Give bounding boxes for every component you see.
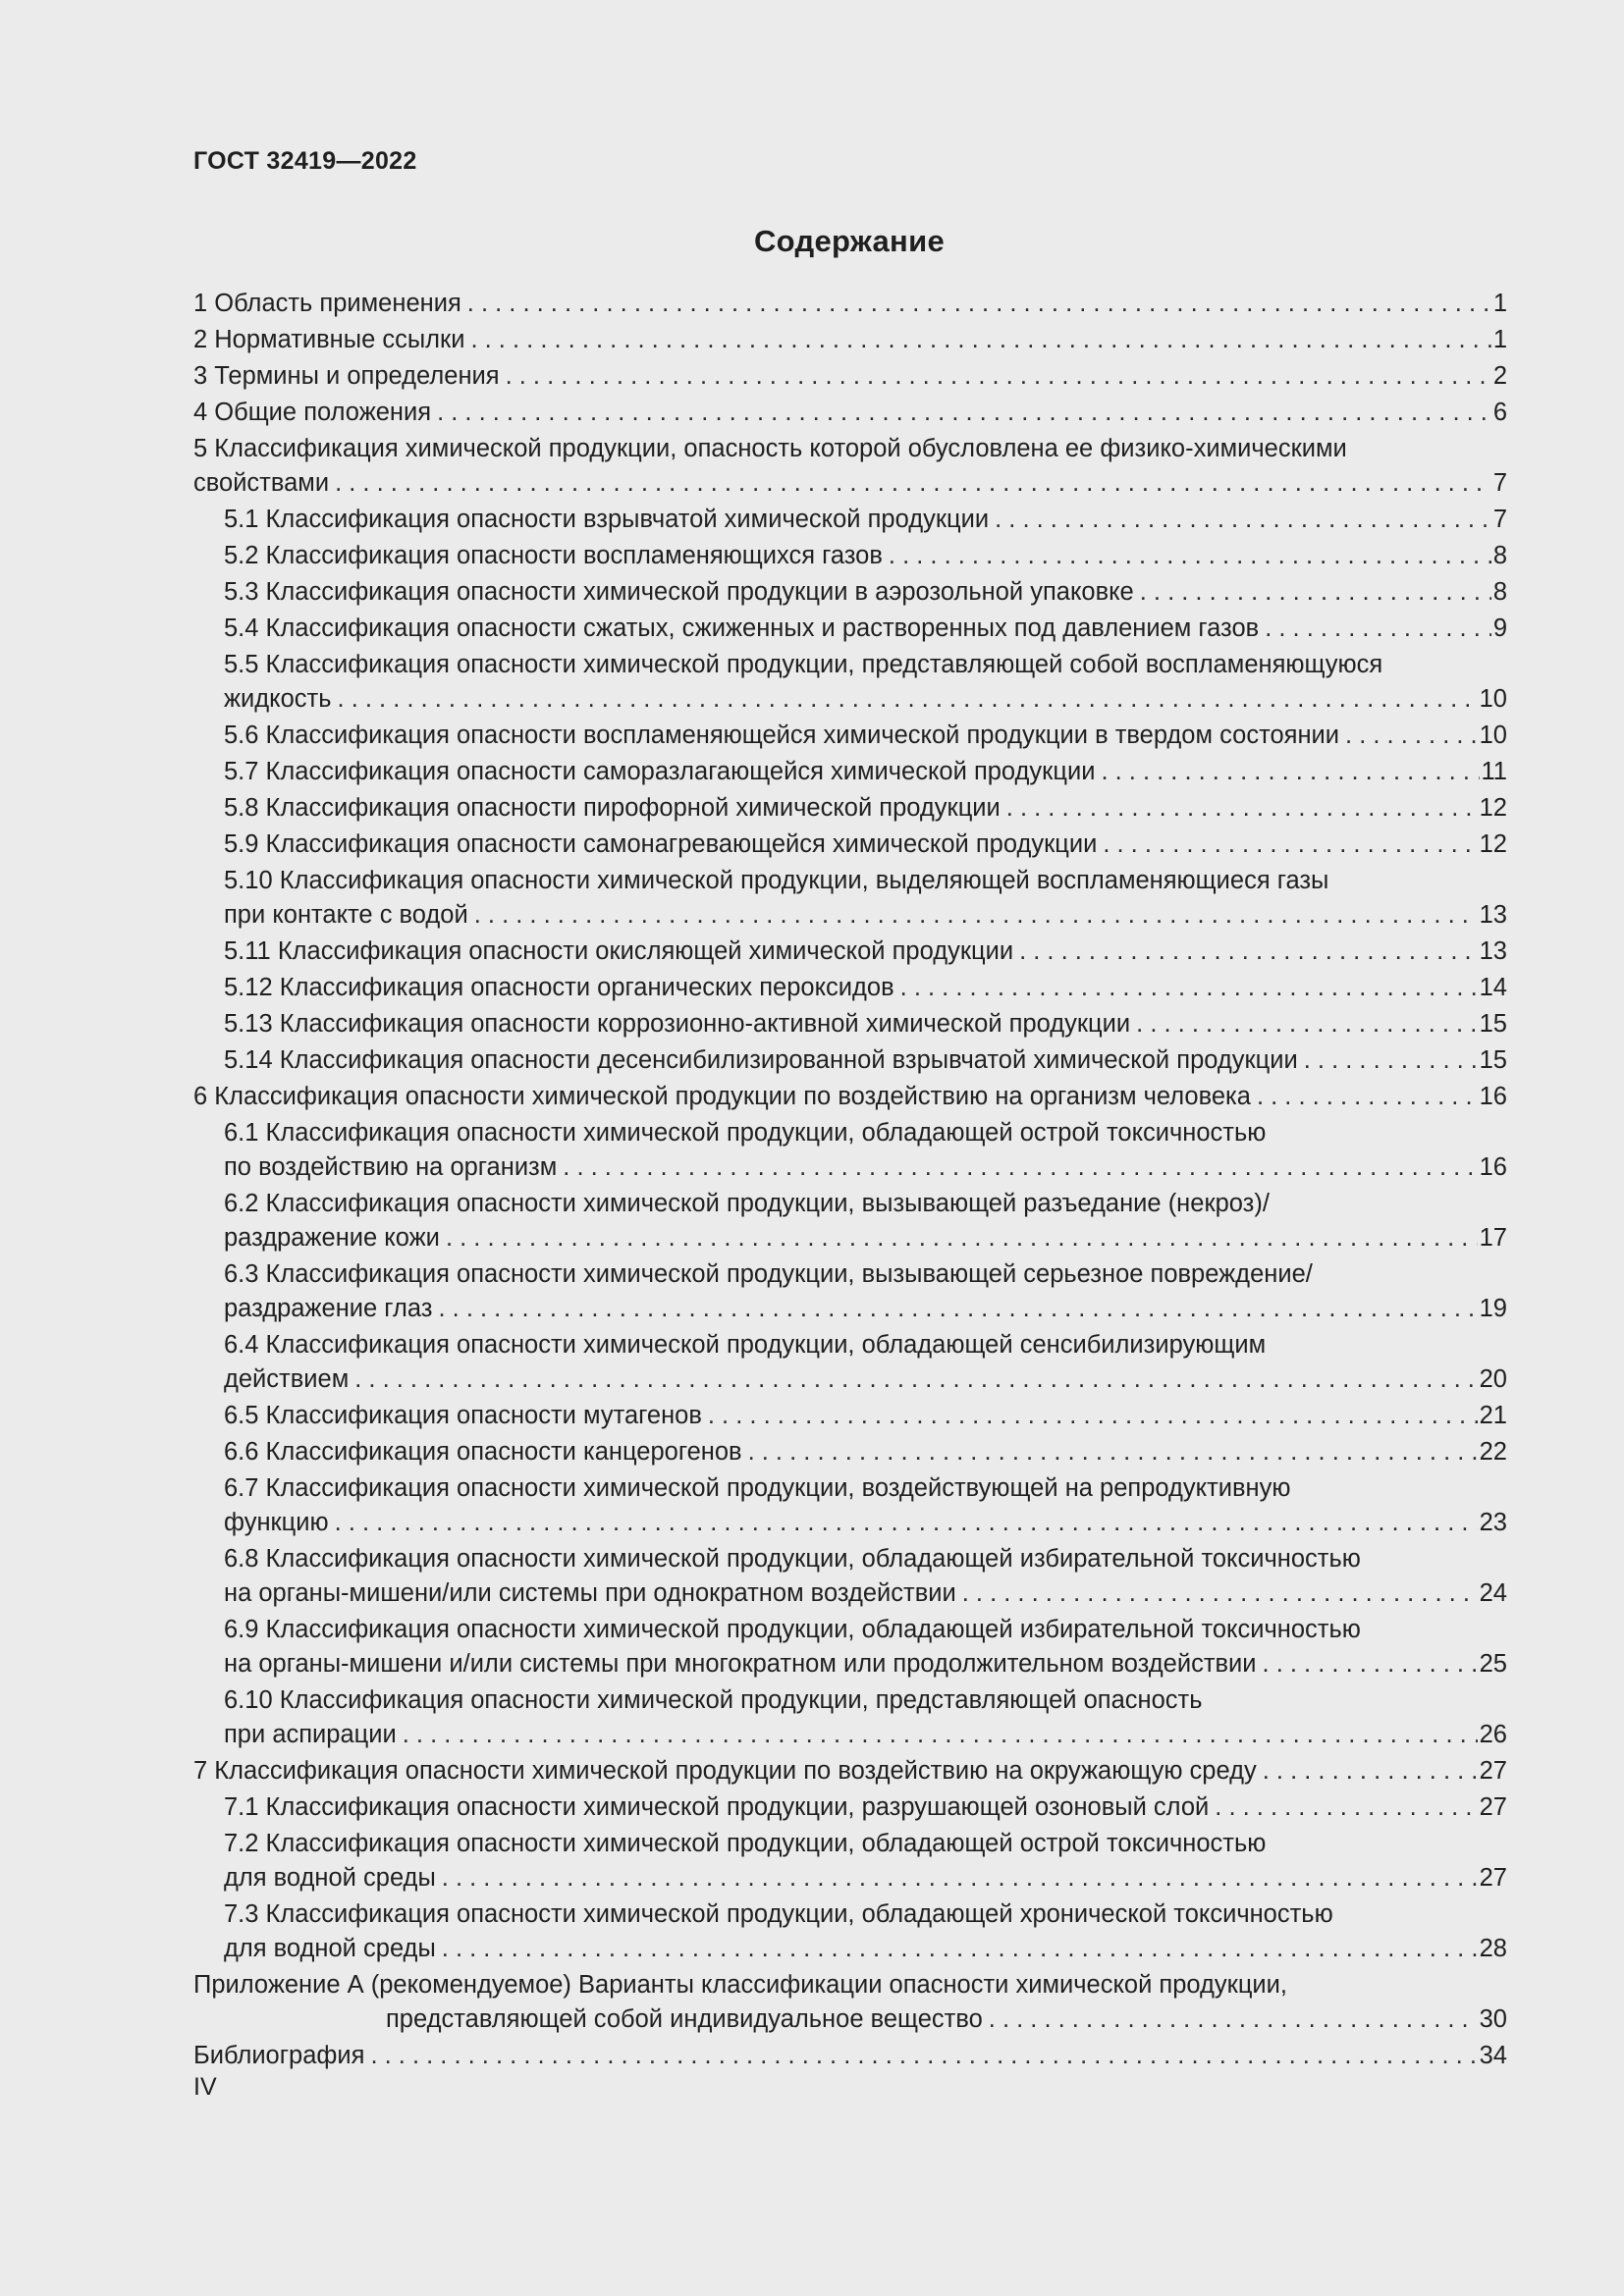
toc-entry-text: 6.8 Классификация опасности химической продукции, обладающей избирательной токсичностью <box>224 1545 1361 1573</box>
toc-entry[interactable] <box>193 1897 1507 1966</box>
toc-entry-page: 2 <box>1492 362 1507 390</box>
toc-entry[interactable] <box>193 575 1507 610</box>
toc-entry[interactable] <box>193 1007 1507 1041</box>
toc-entry-text: при аспирации <box>224 1721 397 1748</box>
toc-entry[interactable] <box>193 612 1507 646</box>
toc-entry[interactable] <box>193 1471 1507 1540</box>
dot-leader <box>995 503 1491 537</box>
toc-entry-text: при контакте с водой <box>224 901 468 929</box>
page-number: IV <box>193 2073 217 2101</box>
toc-entry-page: 34 <box>1479 2042 1507 2069</box>
toc-entry[interactable] <box>193 396 1507 430</box>
toc-entry[interactable] <box>193 1754 1507 1789</box>
dot-leader <box>470 323 1490 357</box>
toc-entry-text: 5.1 Классификация опасности взрывчатой химической продукции <box>224 506 990 533</box>
toc-entry[interactable] <box>193 648 1507 717</box>
toc-entry-page: 25 <box>1479 1650 1507 1678</box>
dot-leader <box>708 1399 1478 1433</box>
toc-entry-text: 7.2 Классификация опасности химической продукции, обладающей острой токсичностью <box>224 1830 1267 1857</box>
toc-entry-text: 6.1 Классификация опасности химической продукции, обладающей острой токсичностью <box>224 1119 1267 1147</box>
dot-leader <box>563 1150 1477 1185</box>
dot-leader <box>1019 934 1478 969</box>
toc-entry[interactable] <box>193 2039 1507 2073</box>
toc-entry-text: раздражение глаз <box>224 1295 433 1322</box>
toc-entry-text: 5.10 Классификация опасности химической продукции, выделяющей воспламеняющиеся газы <box>224 867 1329 894</box>
toc-entry[interactable] <box>193 287 1507 321</box>
toc-entry-page: 16 <box>1479 1153 1507 1181</box>
toc-entry-page: 7 <box>1492 506 1507 533</box>
toc-entry-text: 6 Классификация опасности химической продукции по воздействию на организм человека <box>193 1083 1251 1110</box>
toc-entry-text: 2 Нормативные ссылки <box>193 326 465 353</box>
toc-entry-text: свойствами <box>193 469 330 497</box>
toc-entry-page: 16 <box>1479 1083 1507 1110</box>
toc-entry-text: на органы-мишени и/или системы при многократном или продолжительном воздействии <box>224 1650 1257 1678</box>
toc-entry-text: 7 Классификация опасности химической продукции по воздействию на окружающую среду <box>193 1757 1257 1785</box>
toc-entry-page: 8 <box>1492 542 1507 569</box>
dot-leader <box>1265 612 1491 646</box>
dot-leader <box>1140 575 1491 610</box>
toc-entry[interactable] <box>193 864 1507 933</box>
toc-entry-text: раздражение кожи <box>224 1224 440 1252</box>
dot-leader <box>1263 1754 1478 1789</box>
toc-entry-text: 5.9 Классификация опасности самонагревающейся химической продукции <box>224 830 1098 858</box>
toc-entry-page: 15 <box>1479 1046 1507 1074</box>
dot-leader <box>889 539 1491 573</box>
toc-entry-text: 5.3 Классификация опасности химической продукции в аэрозольной упаковке <box>224 578 1134 606</box>
toc-entry[interactable] <box>193 1435 1507 1469</box>
toc-entry[interactable] <box>193 1827 1507 1896</box>
toc-entry-text: на органы-мишени/или системы при однократном воздействии <box>224 1579 956 1607</box>
dot-leader <box>335 466 1491 501</box>
toc-entry-text: 1 Область применения <box>193 290 461 317</box>
dot-leader <box>506 359 1491 394</box>
dot-leader <box>370 2039 1477 2073</box>
dot-leader <box>1101 755 1479 789</box>
toc-entry[interactable] <box>193 934 1507 969</box>
dot-leader <box>338 682 1478 717</box>
page-title: Содержание <box>754 224 945 258</box>
toc-entry-page: 19 <box>1479 1295 1507 1322</box>
dot-leader <box>748 1435 1478 1469</box>
toc-entry[interactable] <box>193 791 1507 826</box>
dot-leader <box>354 1362 1477 1397</box>
toc-entry-text: 3 Термины и определения <box>193 362 500 390</box>
toc-entry-page: 28 <box>1479 1935 1507 1962</box>
toc-entry[interactable] <box>193 1116 1507 1185</box>
dot-leader <box>1257 1080 1478 1114</box>
toc-entry-page: 27 <box>1479 1757 1507 1785</box>
dot-leader <box>442 1861 1478 1896</box>
toc-entry-text: для водной среды <box>224 1935 436 1962</box>
toc-entry[interactable] <box>193 755 1507 789</box>
toc-entry-text: 6.4 Классификация опасности химической продукции, обладающей сенсибилизирующим <box>224 1331 1267 1359</box>
toc-entry[interactable] <box>193 719 1507 753</box>
toc-entry-page: 13 <box>1479 901 1507 929</box>
toc-entry-page: 20 <box>1479 1365 1507 1393</box>
toc-entry[interactable] <box>193 828 1507 862</box>
toc-entry[interactable] <box>193 539 1507 573</box>
toc-entry-page: 8 <box>1492 578 1507 606</box>
toc-entry[interactable] <box>193 1080 1507 1114</box>
toc-entry[interactable] <box>193 1683 1507 1752</box>
toc-entry-text: 6.2 Классификация опасности химической продукции, вызывающей разъедание (некроз)/ <box>224 1190 1270 1217</box>
toc-entry-text: 5.6 Классификация опасности воспламеняющейся химической продукции в твердом состоянии <box>224 721 1340 749</box>
toc-entry-text: 5.5 Классификация опасности химической продукции, представляющей собой воспламеняющуюся <box>224 651 1383 678</box>
dot-leader <box>962 1576 1478 1611</box>
dot-leader <box>989 2002 1478 2037</box>
toc-entry-text: 5.8 Классификация опасности пирофорной химической продукции <box>224 794 1001 822</box>
toc-entry[interactable] <box>193 971 1507 1005</box>
toc-entry-page: 6 <box>1492 399 1507 426</box>
toc-entry-page: 15 <box>1479 1010 1507 1038</box>
toc-entry-page: 22 <box>1479 1438 1507 1466</box>
toc-entry-text: 6.3 Классификация опасности химической продукции, вызывающей серьезное повреждение/ <box>224 1260 1313 1288</box>
toc-entry-page: 24 <box>1479 1579 1507 1607</box>
toc-entry-text: 5.4 Классификация опасности сжатых, сжиженных и растворенных под давлением газов <box>224 614 1260 642</box>
toc-entry-text: 5.2 Классификация опасности воспламеняющихся газов <box>224 542 883 569</box>
toc-entry-text: 5.7 Классификация опасности саморазлагающейся химической продукции <box>224 758 1096 785</box>
toc-entry-page: 26 <box>1479 1721 1507 1748</box>
toc-entry[interactable] <box>193 1187 1507 1255</box>
dot-leader <box>467 287 1491 321</box>
toc-entry-page: 12 <box>1479 830 1507 858</box>
toc-entry-text: 7.1 Классификация опасности химической продукции, разрушающей озоновый слой <box>224 1793 1210 1821</box>
toc-entry[interactable] <box>193 432 1507 501</box>
toc-entry-text: Библиография <box>193 2042 365 2069</box>
dot-leader <box>1345 719 1478 753</box>
toc-entry-page: 1 <box>1492 290 1507 317</box>
toc-entry[interactable] <box>193 1043 1507 1078</box>
toc-entry-page: 9 <box>1492 614 1507 642</box>
toc-entry-text: 6.6 Классификация опасности канцерогенов <box>224 1438 742 1466</box>
toc-entry-text: 5.14 Классификация опасности десенсибилизированной взрывчатой химической продукции <box>224 1046 1298 1074</box>
toc-entry-text: 5.13 Классификация опасности коррозионно-активной химической продукции <box>224 1010 1131 1038</box>
toc-entry-page: 27 <box>1479 1864 1507 1892</box>
toc-entry-text: Приложение А (рекомендуемое) Варианты классификации опасности химической продукции, <box>193 1971 1287 1999</box>
toc-entry-page: 12 <box>1479 794 1507 822</box>
toc-entry-text: жидкость <box>224 685 332 713</box>
toc-entry-text: 6.9 Классификация опасности химической продукции, обладающей избирательной токсичностью <box>224 1616 1361 1643</box>
toc-entry-page: 23 <box>1479 1509 1507 1536</box>
dot-leader <box>1103 828 1477 862</box>
toc-entry[interactable] <box>193 1968 1507 2037</box>
toc-entry[interactable] <box>193 1257 1507 1326</box>
toc-entry-page: 30 <box>1479 2005 1507 2033</box>
toc-entry-text: функцию <box>224 1509 329 1536</box>
toc-entry-page: 7 <box>1492 469 1507 497</box>
toc-entry-text: 6.7 Классификация опасности химической продукции, воздействующей на репродуктивную <box>224 1474 1291 1502</box>
dot-leader <box>442 1932 1478 1966</box>
toc-entry-page: 10 <box>1479 721 1507 749</box>
dot-leader <box>1136 1007 1477 1041</box>
toc-entry[interactable] <box>193 359 1507 394</box>
toc-entry[interactable] <box>193 1328 1507 1397</box>
toc-entry[interactable] <box>193 503 1507 537</box>
toc-entry-text: по воздействию на организм <box>224 1153 558 1181</box>
dot-leader <box>1006 791 1478 826</box>
dot-leader <box>437 396 1491 430</box>
toc-entry-text: 6.10 Классификация опасности химической продукции, представляющей опасность <box>224 1686 1203 1714</box>
toc-entry-text: 7.3 Классификация опасности химической продукции, обладающей хронической токсичностью <box>224 1900 1333 1928</box>
dot-leader <box>474 898 1478 933</box>
toc-entry-page: 1 <box>1492 326 1507 353</box>
toc-entry-page: 14 <box>1479 974 1507 1001</box>
toc-entry-text: представляющей собой индивидуальное вещество <box>386 2005 983 2033</box>
toc-entry-text: для водной среды <box>224 1864 436 1892</box>
dot-leader <box>900 971 1478 1005</box>
toc-entry[interactable] <box>193 1542 1507 1611</box>
toc-entry-page: 11 <box>1481 758 1507 785</box>
toc-entry-text: действием <box>224 1365 350 1393</box>
toc-entry-text: 4 Общие положения <box>193 399 432 426</box>
toc-entry-page: 21 <box>1479 1402 1507 1429</box>
toc-entry-page: 17 <box>1479 1224 1507 1252</box>
dot-leader <box>439 1292 1478 1326</box>
toc-entry[interactable] <box>193 323 1507 357</box>
dot-leader <box>446 1221 1478 1255</box>
document-code: ГОСТ 32419—2022 <box>193 147 417 175</box>
dot-leader <box>1215 1790 1477 1825</box>
toc-entry[interactable] <box>193 1399 1507 1433</box>
toc-entry-text: 5.12 Классификация опасности органических пероксидов <box>224 974 894 1001</box>
toc-entry-page: 10 <box>1479 685 1507 713</box>
toc-entry-text: 5.11 Классификация опасности окисляющей химической продукции <box>224 937 1014 965</box>
toc-entry-text: 5 Классификация химической продукции, опасность которой обусловлена ее физико-химическими <box>193 435 1347 462</box>
toc-entry-page: 27 <box>1479 1793 1507 1821</box>
dot-leader <box>335 1506 1478 1540</box>
dot-leader <box>403 1718 1478 1752</box>
toc-entry[interactable] <box>193 1613 1507 1682</box>
toc-entry-text: 6.5 Классификация опасности мутагенов <box>224 1402 702 1429</box>
dot-leader <box>1263 1647 1478 1682</box>
table-of-contents <box>193 287 1507 2075</box>
toc-entry[interactable] <box>193 1790 1507 1825</box>
dot-leader <box>1304 1043 1478 1078</box>
toc-entry-page: 13 <box>1479 937 1507 965</box>
